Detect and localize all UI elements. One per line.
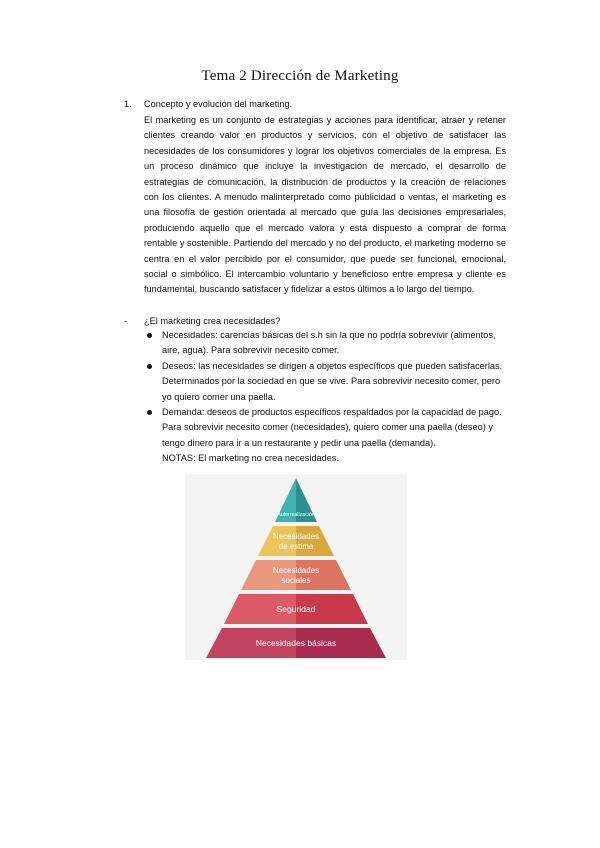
pyramid-level-2-right bbox=[296, 526, 334, 556]
marketing-definition-paragraph: El marketing es un conjunto de estrategias y acciones para identificar, atraer y retener clientes creando valor en productos y servicios, con el objetivo de satisfacer las necesidades de los consumidores y lograr los objetivos comerciales de la empresa. Es un proceso dinámico que incluye la investigación de mercado, el desarrollo de estrategias de comunicación, la distribución de productos y la creación de relaciones con los clientes. A menudo malinterpretado como publicidad o ventas, el marketing es una filosofía de gestión orientada al mercado que guía las decisiones empresariales, produciendo aquello que el mercado valora y está dispuesto a comprar de forma rentable y sostenible. Partiendo del mercado y no del producto, el marketing moderno se centra en el valor percibido por el consumidor, que puede ser funcional, emocional, social o simbólico. El intercambio voluntario y beneficioso entre empresa y cliente es fundamental, buscando satisfacer y fidelizar a estos últimos a lo largo del tiempo. bbox=[144, 115, 506, 295]
notes-text: NOTAS: El marketing no crea necesidades. bbox=[162, 453, 340, 464]
pyramid-label-sociales-line2: sociales bbox=[281, 576, 311, 585]
pyramid-label-estima-line2: de estima bbox=[278, 542, 314, 551]
bullet-dot-icon bbox=[147, 333, 152, 338]
section-heading-text: Concepto y evolución del marketing. bbox=[144, 99, 293, 109]
list-item bbox=[144, 328, 506, 359]
pyramid-svg bbox=[185, 474, 407, 660]
bullet-text: Deseos: las necesidades se dirigen a objetos específicos que pueden satisfacerlas. Determinados por la sociedad en que se vive. Para sobrevivir necesito comer, pero yo quiero comer una paella. bbox=[162, 360, 503, 402]
pyramid-level-2-left bbox=[258, 526, 296, 556]
bullet-dot-icon bbox=[147, 410, 152, 415]
page-title: Tema 2 Dirección de Marketing bbox=[201, 68, 399, 84]
question-text: ¿El marketing crea necesidades? bbox=[144, 316, 281, 326]
bullet-dot-icon bbox=[147, 364, 152, 369]
bullet-list bbox=[144, 328, 506, 467]
maslow-pyramid-image bbox=[185, 474, 407, 660]
list-number: 1. bbox=[124, 99, 132, 109]
list-item bbox=[144, 405, 506, 451]
pyramid-label-sociales-line1: Necesidades bbox=[272, 566, 320, 575]
pyramid-level-3-left bbox=[241, 560, 296, 590]
pyramid-label-autorrealizacion: Autorrealización bbox=[277, 512, 315, 518]
pyramid-level-3-right bbox=[296, 560, 351, 590]
list-item bbox=[144, 359, 506, 405]
pyramid-label-basicas: Necesidades básicas bbox=[255, 638, 337, 648]
bullet-text: Necesidades: carencias básicas del s.h sin la que no podría sobrevivir (alimentos, aire, agua). Para sobrevivir necesito comer. bbox=[162, 330, 496, 356]
bullet-text: Demanda: deseos de productos específicos respaldados por la capacidad de pago. Para sobrevivir necesito comer (necesidades), quiero comer una paella (deseo) y tengo dinero para ir a un restaurante y pedir una paella (demanda). bbox=[162, 407, 502, 448]
pyramid-label-estima-line1: Necesidades bbox=[272, 532, 320, 541]
pyramid-label-seguridad: Seguridad bbox=[276, 604, 316, 614]
dash-marker: - bbox=[124, 316, 128, 326]
